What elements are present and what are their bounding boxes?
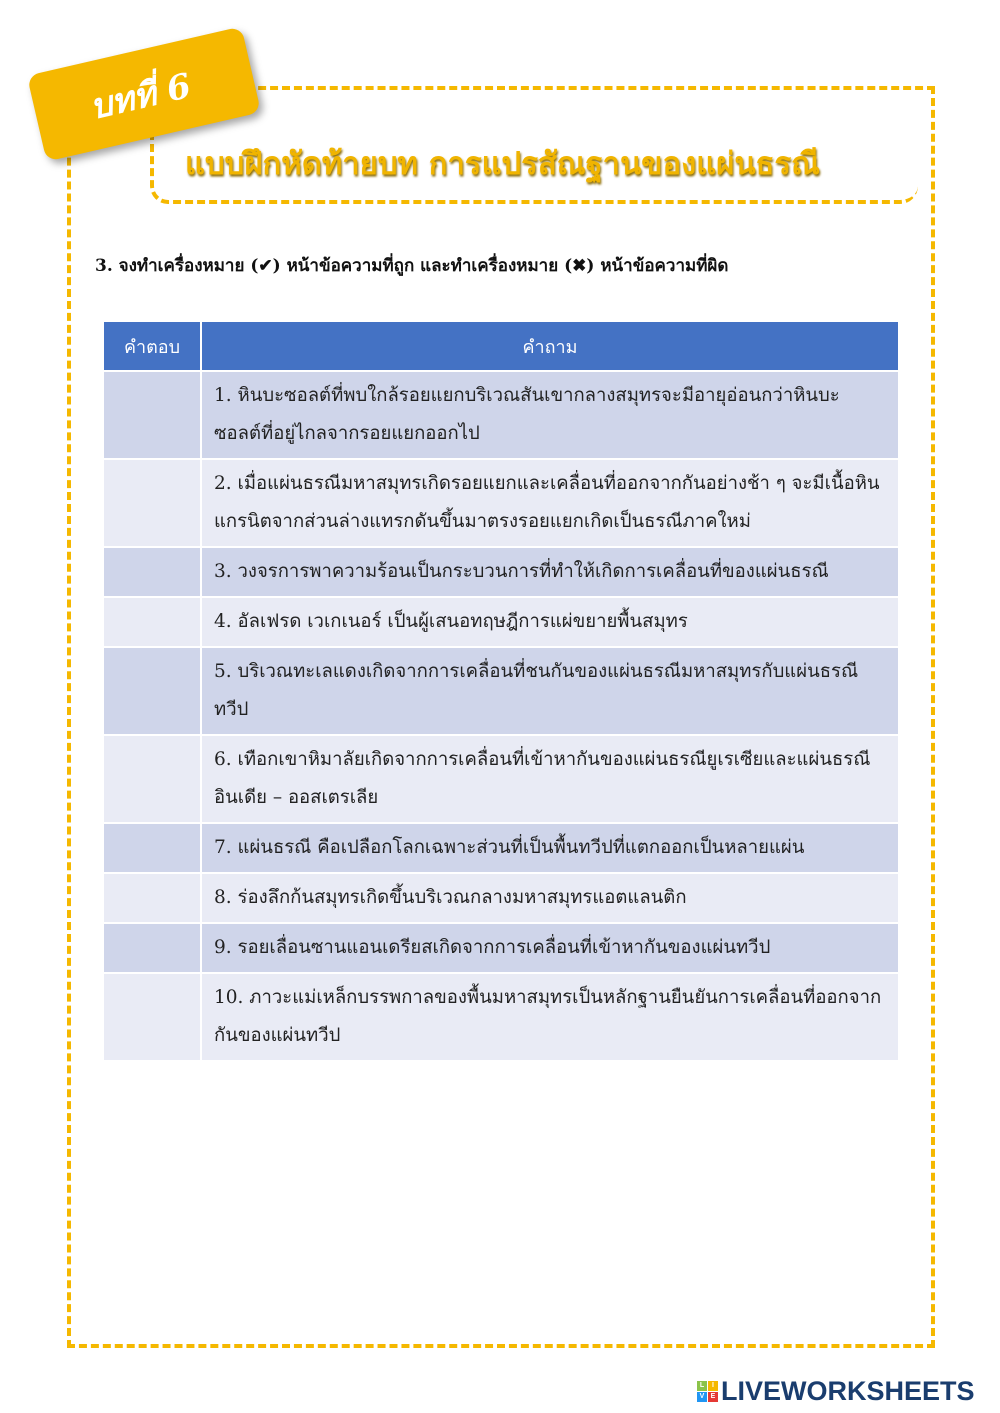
- table-row: [104, 924, 898, 972]
- answer-input[interactable]: [104, 668, 200, 714]
- answer-cell[interactable]: [104, 736, 202, 822]
- answer-input[interactable]: [104, 994, 200, 1040]
- answer-input[interactable]: [104, 875, 200, 921]
- logo-text: LIVEWORKSHEETS: [721, 1376, 975, 1406]
- answer-input[interactable]: [104, 825, 200, 871]
- question-text: 3. วงจรการพาความร้อนเป็นกระบวนการที่ทำให้เกิดการเคลื่อนที่ของแผ่นธรณี: [202, 548, 898, 596]
- answer-cell[interactable]: [104, 460, 202, 546]
- table-row: [104, 372, 898, 458]
- question-text: 4. อัลเฟรด เวเกเนอร์ เป็นผู้เสนอทฤษฎีการแผ่ขยายพื้นสมุทร: [202, 598, 898, 646]
- chapter-label: บทที่ 6: [86, 65, 195, 128]
- answer-input[interactable]: [104, 392, 200, 438]
- answer-cell[interactable]: [104, 974, 202, 1060]
- table-row: [104, 974, 898, 1060]
- answer-cell[interactable]: [104, 924, 202, 972]
- table-row: [104, 460, 898, 546]
- answer-input[interactable]: [104, 599, 200, 645]
- question-text: 2. เมื่อแผ่นธรณีมหาสมุทรเกิดรอยแยกและเคลื่อนที่ออกจากกันอย่างช้า ๆ จะมีเนื้อหินแกรนิตจากส่วนล่างแทรกดันขึ้นมาตรงรอยแยกเกิดเป็นธรณีภาคใหม่: [202, 460, 898, 546]
- question-text: 5. บริเวณทะเลแดงเกิดจากการเคลื่อนที่ชนกันของแผ่นธรณีมหาสมุทรกับแผ่นธรณีทวีป: [202, 648, 898, 734]
- header-question: คำถาม: [202, 322, 898, 370]
- answer-input[interactable]: [104, 925, 200, 971]
- table-row: [104, 736, 898, 822]
- table-row: [104, 824, 898, 872]
- table-row: [104, 548, 898, 596]
- answer-input[interactable]: [104, 549, 200, 595]
- liveworksheets-logo: [697, 1376, 975, 1407]
- question-text: 8. ร่องลึกก้นสมุทรเกิดขึ้นบริเวณกลางมหาสมุทรแอตแลนติก: [202, 874, 898, 922]
- table-row: [104, 648, 898, 734]
- answer-cell[interactable]: [104, 548, 202, 596]
- page-title: แบบฝึกหัดท้ายบท การแปรสัณฐานของแผ่นธรณี: [185, 146, 820, 182]
- question-text: 1. หินบะซอลต์ที่พบใกล้รอยแยกบริเวณสันเขากลางสมุทรจะมีอายุอ่อนกว่าหินบะซอลต์ที่อยู่ไกลจากรอยแยกออกไป: [202, 372, 898, 458]
- question-text: 9. รอยเลื่อนซานแอนเดรียสเกิดจากการเคลื่อนที่เข้าหากันของแผ่นทวีป: [202, 924, 898, 972]
- table-row: [104, 874, 898, 922]
- answer-cell[interactable]: [104, 598, 202, 646]
- instruction: 3. จงทำเครื่องหมาย (✔) หน้าข้อความที่ถูก และทำเครื่องหมาย (✖) หน้าข้อความที่ผิด: [95, 256, 729, 276]
- header-answer: คำตอบ: [104, 322, 202, 370]
- question-text: 10. ภาวะแม่เหล็กบรรพกาลของพื้นมหาสมุทรเป็นหลักฐานยืนยันการเคลื่อนที่ออกจากกันของแผ่นทวีป: [202, 974, 898, 1060]
- answer-input[interactable]: [104, 480, 200, 526]
- answer-cell[interactable]: [104, 648, 202, 734]
- answer-cell[interactable]: [104, 874, 202, 922]
- logo-cubes-icon: L I V E: [697, 1381, 718, 1402]
- answer-cell[interactable]: [104, 824, 202, 872]
- table-row: [104, 598, 898, 646]
- answer-cell[interactable]: [104, 372, 202, 458]
- question-text: 7. แผ่นธรณี คือเปลือกโลกเฉพาะส่วนที่เป็นพื้นทวีปที่แตกออกเป็นหลายแผ่น: [202, 824, 898, 872]
- question-text: 6. เทือกเขาหิมาลัยเกิดจากการเคลื่อนที่เข้าหากันของแผ่นธรณียูเรเซียและแผ่นธรณีอินเดีย – ออสเตรเลีย: [202, 736, 898, 822]
- quiz-table: [104, 320, 898, 1062]
- answer-input[interactable]: [104, 756, 200, 802]
